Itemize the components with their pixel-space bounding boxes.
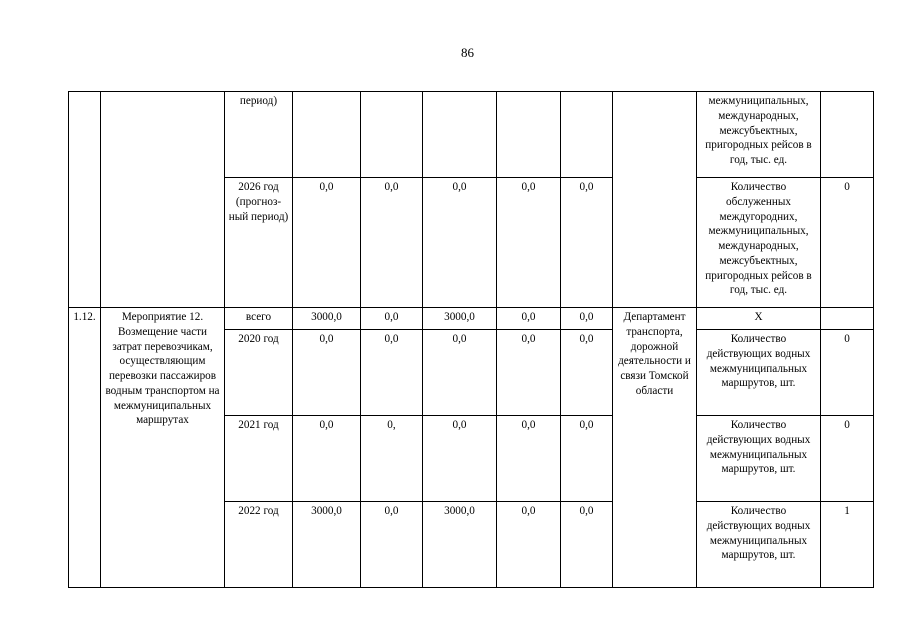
cell-value: 0,0	[293, 416, 361, 502]
cell-value: 0,0	[361, 178, 423, 308]
cell-value: 0,0	[423, 416, 497, 502]
cell-number-empty	[69, 178, 101, 308]
cell-number-empty	[69, 92, 101, 178]
cell-value: 0,0	[361, 502, 423, 588]
cell-value: 0,0	[561, 416, 613, 502]
cell-value: 0,0	[497, 308, 561, 330]
cell-indicator: Количество действующих водных межмуниципальных маршрутов, шт.	[697, 330, 821, 416]
cell-value: 0,0	[361, 330, 423, 416]
cell-value: 0,0	[361, 308, 423, 330]
cell-value: 0,0	[293, 178, 361, 308]
cell-value: 0,0	[293, 330, 361, 416]
cell-indicator-value: 0	[821, 330, 874, 416]
cell-value	[361, 92, 423, 178]
cell-year-2026: 2026 год (прогноз-ный период)	[225, 178, 293, 308]
cell-value: 3000,0	[423, 502, 497, 588]
cell-indicator-value-empty	[821, 92, 874, 178]
cell-value	[293, 92, 361, 178]
cell-value: 0,0	[561, 330, 613, 416]
cell-indicator-value: 0	[821, 416, 874, 502]
cell-year: 2020 год	[225, 330, 293, 416]
cell-executor-empty	[613, 92, 697, 308]
cell-year: 2021 год	[225, 416, 293, 502]
cell-value: 0,	[361, 416, 423, 502]
table-row-total	[69, 308, 874, 330]
cell-indicator: Количество действующих водных межмуниципальных маршрутов, шт.	[697, 416, 821, 502]
cell-value: 0,0	[497, 178, 561, 308]
cell-indicator-value: 1	[821, 502, 874, 588]
cell-value: 0,0	[497, 416, 561, 502]
cell-executor: Департамент транспорта, дорожной деятельности и связи Томской области	[613, 308, 697, 588]
cell-value: 0,0	[561, 308, 613, 330]
cell-name-empty	[101, 92, 225, 178]
cell-value: 0,0	[497, 502, 561, 588]
cell-item-number: 1.12.	[69, 308, 101, 588]
cell-value	[561, 92, 613, 178]
cell-item-name: Мероприятие 12. Возмещение части затрат перевозчикам, осуществляющим перевозки пассажиров водным транспортом на межмуниципальных маршрутах	[101, 308, 225, 588]
table-row-continued-period	[69, 92, 874, 178]
cell-year: 2022 год	[225, 502, 293, 588]
table-row-2026	[69, 178, 874, 308]
cell-indicator-total: Х	[697, 308, 821, 330]
cell-value: 3000,0	[293, 308, 361, 330]
cell-name-empty	[101, 178, 225, 308]
cell-value: 0,0	[423, 330, 497, 416]
cell-indicator: Количество действующих водных межмуниципальных маршрутов, шт.	[697, 502, 821, 588]
cell-value	[423, 92, 497, 178]
cell-indicator: Количество обслуженных междугородних, межмуниципальных, международных, межсубъектных, пригородных рейсов в год, тыс. ед.	[697, 178, 821, 308]
cell-indicator-value-empty	[821, 308, 874, 330]
cell-value	[497, 92, 561, 178]
cell-indicator-value: 0	[821, 178, 874, 308]
budget-table	[68, 91, 874, 588]
cell-value: 0,0	[497, 330, 561, 416]
cell-value: 0,0	[423, 178, 497, 308]
cell-indicator-tail: межмуниципальных, международных, межсубъектных, пригородных рейсов в год, тыс. ед.	[697, 92, 821, 178]
cell-value: 0,0	[561, 502, 613, 588]
cell-value: 3000,0	[293, 502, 361, 588]
cell-value: 3000,0	[423, 308, 497, 330]
cell-total-label: всего	[225, 308, 293, 330]
page-number: 86	[461, 45, 474, 60]
cell-value: 0,0	[561, 178, 613, 308]
cell-period-tail: период)	[225, 92, 293, 178]
